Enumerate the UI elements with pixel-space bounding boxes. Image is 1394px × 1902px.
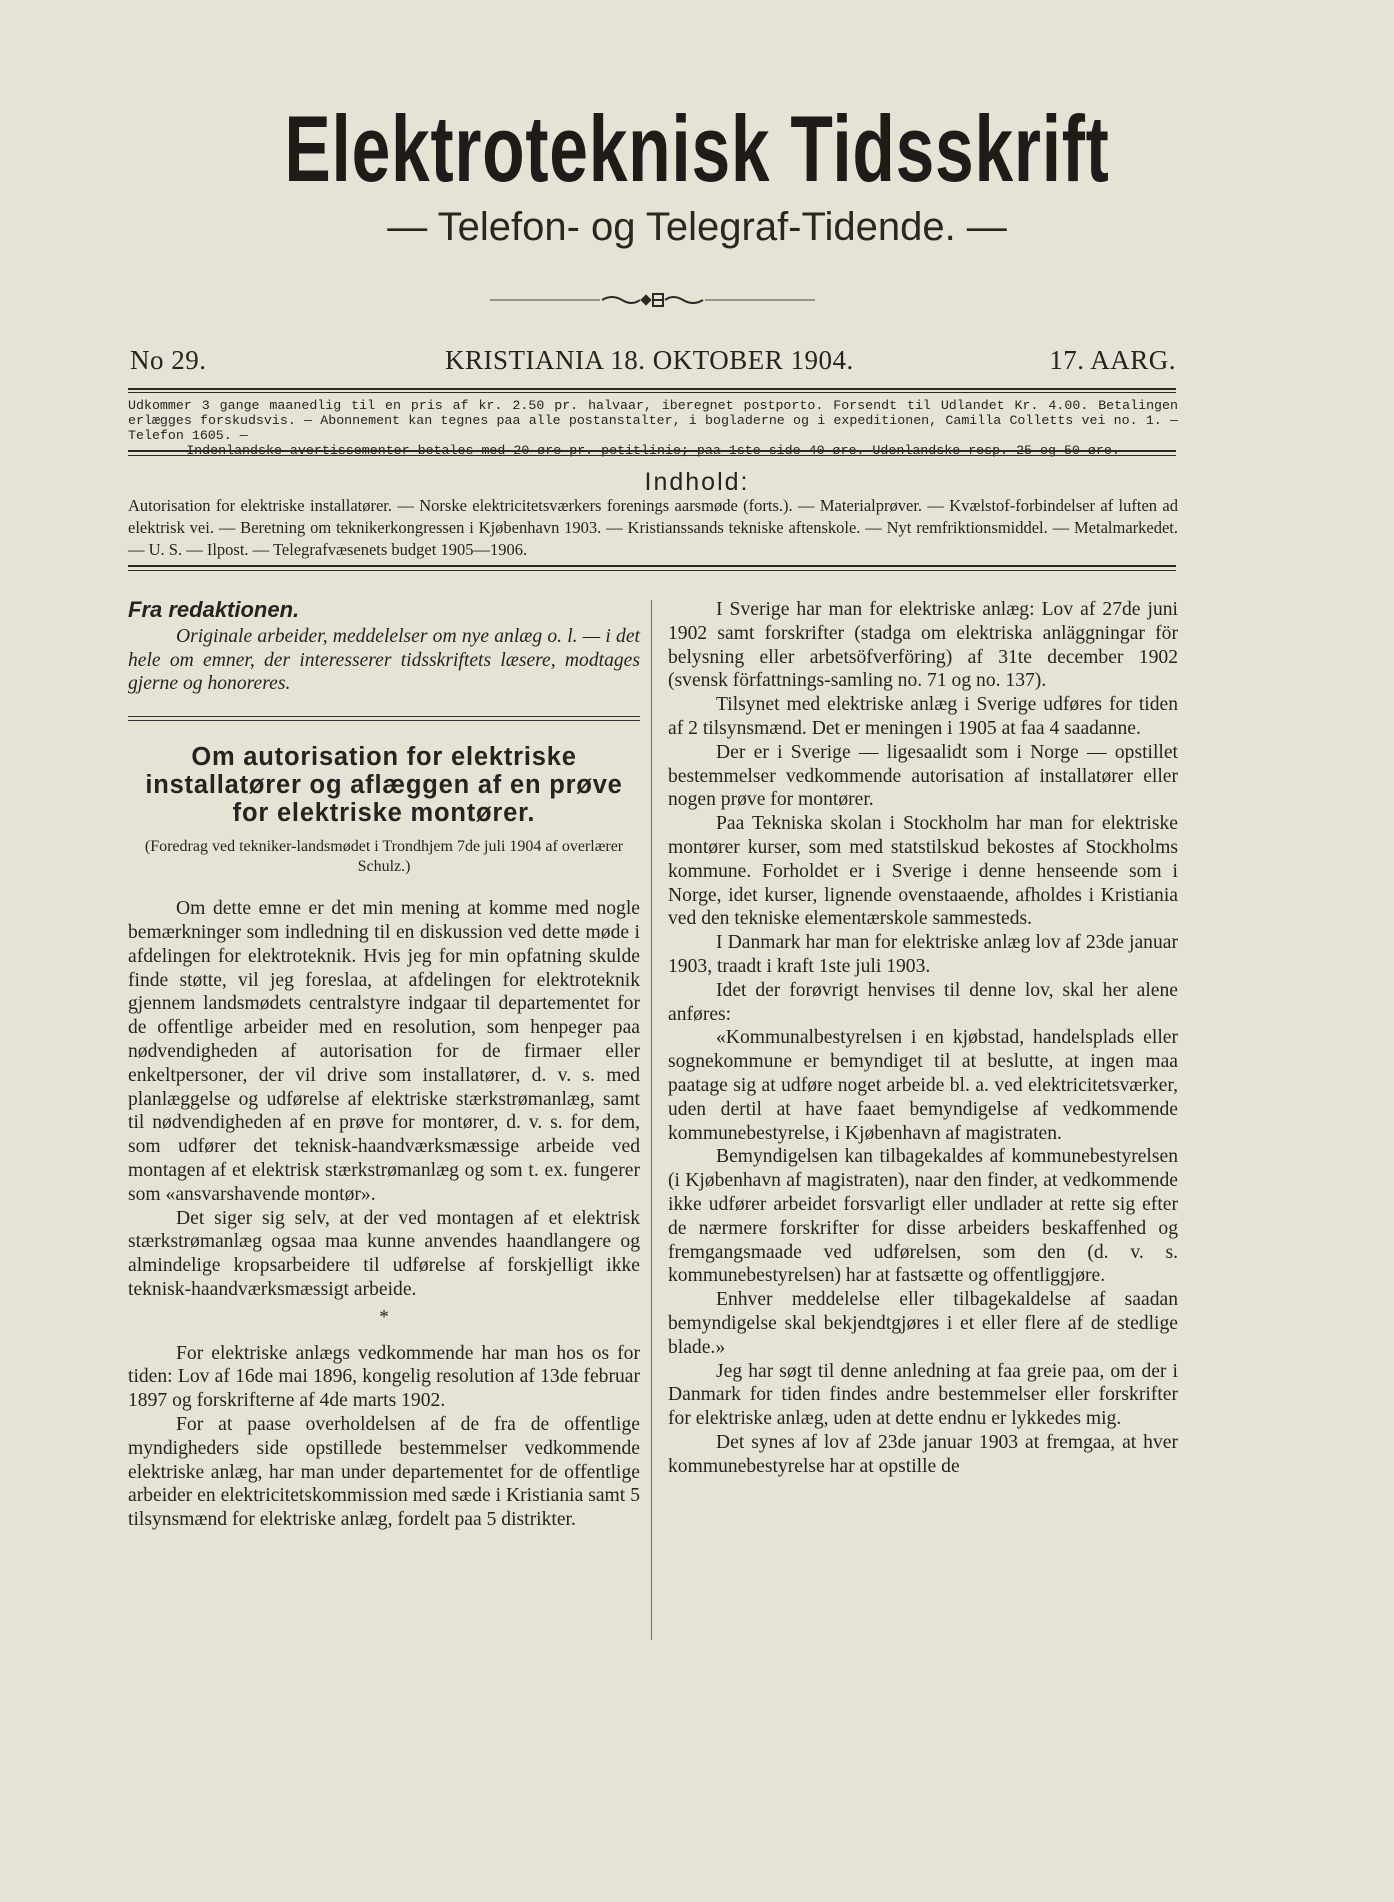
left-column: [128, 598, 640, 1532]
subscription-info: [128, 398, 1178, 458]
quote-paragraph: «Kommunalbestyrelsen i en kjøbstad, handelsplads eller sognekommune er bemyndiget til at beslutte, at ingen maa paatage sig at udføre noget arbeide bl. a. ved elektricitetsværker, uden dertil at have faaet bemyndigelse af vedkommende kommunebestyrelse, i Kjøbenhavn af magistraten.: [668, 1027, 1178, 1144]
rule-top-thin: [128, 392, 1176, 393]
paragraph: I Danmark har man for elektriske anlæg lov af 23de januar 1903, traadt i kraft 1ste juli 1903.: [668, 932, 1178, 977]
paragraph: For at paase overholdelsen af de fra de offentlige myndigheders side opstillede bestemmelser vedkommende elektriske anlæg, har man under departementet for de offentlige arbeider en elektricitetskommission med sæde i Kristiania samt 5 tilsynsmænd for elektriske anlæg, fordelt paa 5 distrikter.: [128, 1413, 640, 1531]
right-column: [668, 598, 1178, 1478]
paragraph: Det synes af lov af 23de januar 1903 at fremgaa, at hver kommunebestyrelse har at opstille de: [668, 1431, 1178, 1477]
column-divider: [651, 600, 652, 1640]
contents-text: Autorisation for elektriske installatører. — Norske elektricitetsværkers forenings aarsmøde (forts.). — Materialprøver. — Kvælstof-forbindelser af luften ad elektrisk vei. — Beretning om teknikerkongressen i Kjøbenhavn 1903. — Kristianssands tekniske aftenskole. — Nyt remfriktionsmiddel. — Metalmarkedet. — U. S. — Ilpost. — Telegrafvæsenets budget 1905—1906.: [128, 496, 1178, 559]
quote-paragraph: Enhver meddelelse eller tilbagekaldelse af saadan bemyndigelse skal bekjendtgjøres i et eller flere af de stedlige blade.»: [668, 1289, 1178, 1358]
place-and-date: KRISTIANIA 18. OKTOBER 1904.: [445, 345, 854, 375]
paragraph: Paa Tekniska skolan i Stockholm har man for elektriske montører kurser, som med statstilskud bekostes af Stockholms kommune. Forholdet er i Sverige i denne henseende som i Norge, idet kurser, lignende ovenstaaende, afholdes i Kristiania ved den tekniske elementærskole sammesteds.: [668, 813, 1178, 930]
issue-number: No 29.: [130, 345, 207, 375]
paragraph: Om dette emne er det min mening at komme med nogle bemærkninger som indledning til en diskussion ved dette møde i afdelingen for elektroteknik. Hvis jeg for min opfatning skulde finde støtte, vil jeg foreslaa, at afdelingen for elektroteknik gjennem landsmødets centralstyre indgaar til departementet for de offentlige arbeider med en resolution, som henpeger paa nødvendigheden af autorisation for de firmaer eller enkeltpersoner, der vil drive som installatører, d. v. s. med planlæggelse og udførelse af elektriske stærkstrømanlæg, samt til nødvendigheden af en prøve for montører, d. v. s. for dem, som udfører det teknisk-haandværksmæssige arbeide ved montagen af et elektrisk stærkstrømanlæg og som t. ex. fungerer som «ansvarshavende montør».: [128, 898, 640, 1205]
paragraph: I Sverige har man for elektriske anlæg: Lov af 27de juni 1902 samt forskrifter (stadga om elektriska anläggningar för belysning eller arbetsöfverföring) af 31te december 1902 (svensk författnings-samling no. 71 og no. 137).: [668, 599, 1178, 692]
editorial-note: Originale arbeider, meddelelser om nye anlæg o. l. — i det hele om emner, der interesserer tidsskriftets læsere, modtages gjerne og honoreres.: [128, 625, 640, 695]
contents-list: [128, 495, 1178, 561]
section-separator: *: [379, 1306, 389, 1328]
ornament-divider-icon: [490, 288, 815, 312]
rule-top: [128, 388, 1176, 390]
paragraph: Jeg har søgt til denne anledning at faa greie paa, om der i Danmark for tiden findes andre bestemmelser eller forskrifter for elektriske anlæg, uden at dette endnu er lykkedes mig.: [668, 1360, 1178, 1430]
article-title: Om autorisation for elektriske installatører og aflæggen af en prøve for elektriske montører.: [145, 743, 623, 828]
volume-year: 17. AARG.: [1049, 345, 1176, 375]
rule-middle-thin: [128, 455, 1176, 456]
paragraph: Der er i Sverige — ligesaalidt som i Norge — opstillet bestemmelser vedkommende autorisation af installatører eller nogen prøve for montører.: [668, 741, 1178, 811]
paragraph: Det siger sig selv, at der ved montagen af et elektrisk stærkstrømanlæg ogsaa maa kunne anvendes haandlangere og almindelige kropsarbeidere til udførelse af forskjelligt ikke teknisk-haandværksmæssigt arbeide.: [128, 1207, 640, 1300]
subscription-line-2: Indenlandske avertissementer betales med 20 øre pr. petitlinie; paa 1ste side 40 øre. Udenlandske resp. 25 og 50 øre.: [186, 443, 1120, 458]
article-byline: (Foredrag ved tekniker-landsmødet i Trondhjem 7de juli 1904 af overlærer Schulz.): [144, 838, 624, 876]
rule-bottom-thin: [128, 570, 1176, 571]
double-rule: [128, 716, 640, 721]
contents-heading: Indhold:: [644, 468, 750, 496]
paragraph: Idet der forøvrigt henvises til denne lov, skal her alene anføres:: [668, 979, 1178, 1025]
quote-paragraph: Bemyndigelsen kan tilbagekaldes af kommunebestyrelsen (i Kjøbenhavn af magistraten), naar den finder, at vedkommende ikke udfører arbeidet forsvarligt eller undlader at rette sig efter de nærmere forskrifter for disse arbeiders beskaffenhed og fremgangsmaade ved udførelsen, som den (d. v. s. kommunebestyrelsen) har at fastsætte og offentliggjøre.: [668, 1146, 1178, 1287]
paragraph: For elektriske anlægs vedkommende har man hos os for tiden: Lov af 16de mai 1896, kongelig resolution af 13de februar 1897 og forskrifterne af 4de marts 1902.: [128, 1342, 640, 1412]
dateline: [130, 345, 1180, 379]
rule-middle: [128, 450, 1176, 452]
subscription-line-1: Udkommer 3 gange maanedlig til en pris af kr. 2.50 pr. halvaar, iberegnet postporto. Forsendt til Udlandet Kr. 4.00. Betalingen erlægges forskudsvis. — Abonnement kan tegnes paa alle postanstalter, i bogladerne og i expeditionen, Camilla Colletts vei no. 1. — Telefon 1605. —: [128, 398, 1178, 443]
paragraph: Tilsynet med elektriske anlæg i Sverige udføres for tiden af 2 tilsynsmænd. Det er meningen i 1905 at faa 4 saadanne.: [668, 694, 1178, 739]
masthead-subtitle: — Telefon- og Telegraf-Tidende. —: [387, 205, 1007, 249]
masthead-title: Elektroteknisk Tidsskrift: [284, 96, 1110, 201]
rule-bottom: [128, 565, 1176, 567]
editorial-heading: Fra redaktionen.: [128, 597, 300, 622]
